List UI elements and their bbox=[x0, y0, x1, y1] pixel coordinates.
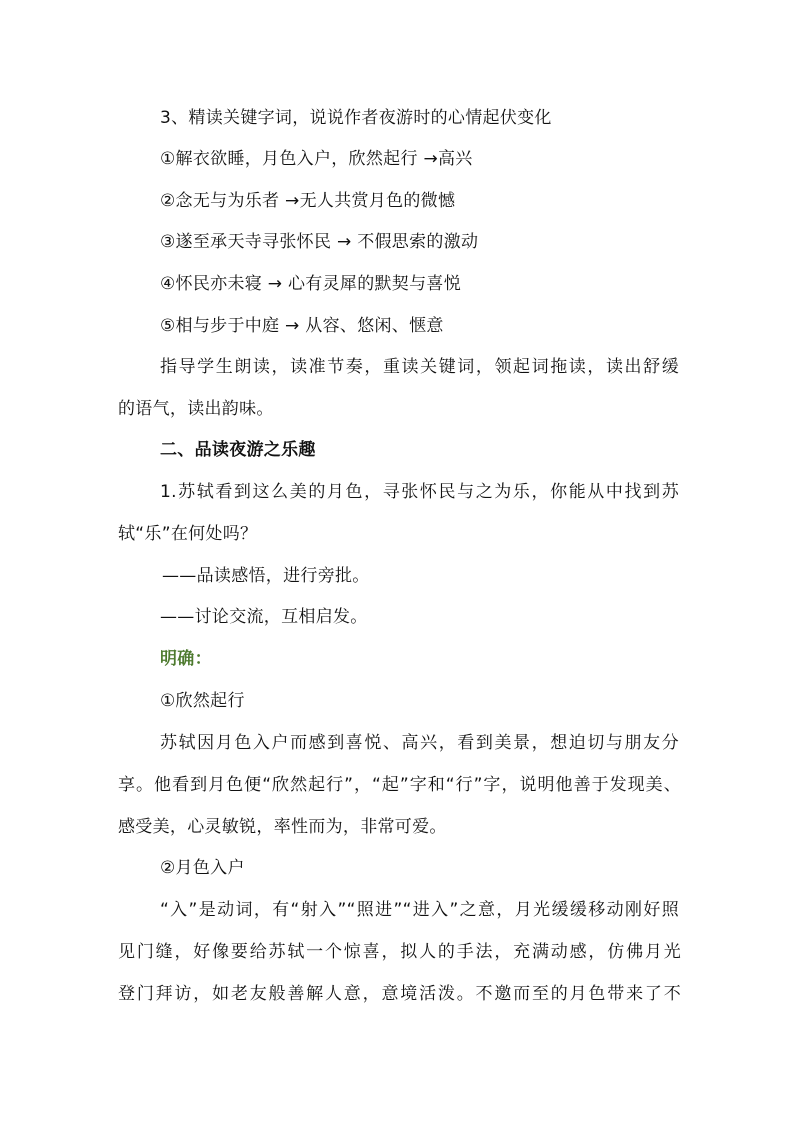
part2-heading: 二、品读夜游之乐趣 bbox=[160, 440, 316, 460]
point1-line-3: 感受美，心灵敏锐，率性而为，非常可爱。 bbox=[118, 817, 447, 837]
mood-item-1: ①解衣欲睡，月色入户，欣然起行 →高兴 bbox=[160, 149, 473, 169]
mood-item-3: ③遂至承天寺寻张怀民 → 不假思索的激动 bbox=[160, 232, 479, 252]
clarify-label: 明确： bbox=[160, 649, 212, 669]
point1-line-1: 苏轼因月色入户而感到喜悦、高兴，看到美景，想迫切与朋友分 bbox=[160, 733, 679, 753]
point2-line-3: 登门拜访，如老友般善解人意，意境活泼。不邀而至的月色带来了不 bbox=[118, 984, 681, 1004]
question-line-1: 1.苏轼看到这么美的月色，寻张怀民与之为乐，你能从中找到苏 bbox=[160, 482, 679, 502]
point2-line-1: “入”是动词，有“射入”“照进”“进入”之意，月光缓缓移动刚好照 bbox=[160, 900, 679, 920]
section3-heading: 3、精读关键字词，说说作者夜游时的心情起伏变化 bbox=[160, 108, 552, 128]
point1-line-2: 享。他看到月色便“欣然起行”，“起”字和“行”字，说明他善于发现美、 bbox=[118, 775, 681, 795]
point2-title: ②月色入户 bbox=[160, 858, 245, 878]
mood-item-5: ⑤相与步于中庭 → 从容、悠闲、惬意 bbox=[160, 316, 444, 336]
reading-guidance-line-1: 指导学生朗读，读准节奏，重读关键词，领起词拖读，读出舒缓 bbox=[160, 357, 679, 377]
activity-step-1: ——品读感悟，进行旁批。 bbox=[162, 566, 370, 586]
question-line-2: 轼“乐”在何处吗？ bbox=[118, 524, 258, 544]
mood-item-4: ④怀民亦未寝 → 心有灵犀的默契与喜悦 bbox=[160, 274, 461, 294]
activity-step-2: ——讨论交流，互相启发。 bbox=[160, 607, 368, 627]
point1-title: ①欣然起行 bbox=[160, 691, 245, 711]
mood-item-2: ②念无与为乐者 →无人共赏月色的微憾 bbox=[160, 191, 456, 211]
point2-line-2: 见门缝，好像要给苏轼一个惊喜，拟人的手法，充满动感，仿佛月光 bbox=[118, 942, 681, 962]
reading-guidance-line-2: 的语气，读出韵味。 bbox=[118, 399, 274, 419]
